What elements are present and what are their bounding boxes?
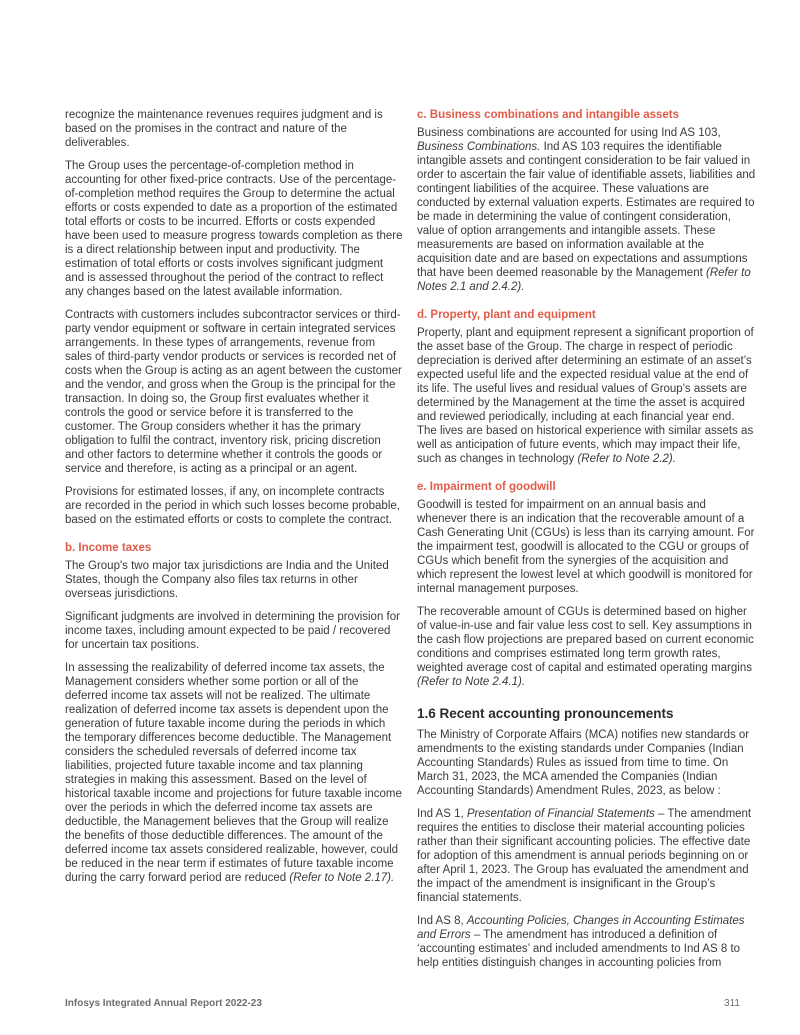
para-recoverable-amount-cgus: The recoverable amount of CGUs is determined based on higher of value-in-use and fair value less cost to sell. Key assumptions in the cash flow projections are prepared based on current economic conditions and comprises estimated long term growth rates, weighted average cost of capital and estimated operating margins (Refer to Note 2.4.1). xyxy=(417,606,754,688)
left-column xyxy=(65,108,403,894)
para-percentage-of-completion: The Group uses the percentage-of-completion method in accounting for other fixed-price contracts. Use of the percentage-of-completion method requires the Group to determine the actual efforts or costs expended to date as a proportion of the estimated total efforts or costs to be incurred. Efforts or costs expended have been used to measure progress towards completion as there is a direct relationship between input and productivity. The estimation of total efforts or costs involves significant judgment and is assessed throughout the period of the contract to reflect any changes based on the latest available information. xyxy=(65,160,403,298)
heading-impairment-of-goodwill: e. Impairment of goodwill xyxy=(417,481,556,493)
para-mca-notifies: The Ministry of Corporate Affairs (MCA) notifies new standards or amendments to the existing standards under Companies (Indian Accounting Standards) Rules as issued from time to time. On March 31, 2023, the MCA amended the Companies (Indian Accounting Standards) Amendment Rules, 2023, as below : xyxy=(417,729,750,797)
footer-page-number: 311 xyxy=(724,998,740,1009)
para-tax-jurisdictions: The Group's two major tax jurisdictions are India and the United States, though the Company also files tax returns in other overseas jurisdictions. xyxy=(65,560,389,600)
heading-income-taxes: b. Income taxes xyxy=(65,542,152,554)
right-column xyxy=(417,108,757,979)
section-title-recent-accounting-pronouncements: 1.6 Recent accounting pronouncements xyxy=(417,706,674,721)
para-significant-judgments: Significant judgments are involved in determining the provision for income taxes, including amount expected to be paid / recovered for uncertain tax positions. xyxy=(65,611,400,651)
para-deferred-income-tax: In assessing the realizability of deferred income tax assets, the Management considers whether some portion or all of the deferred income tax assets will not be realized. The ultimate realization of deferred income tax assets is dependent upon the generation of future taxable income during the periods in which the temporary differences become deductible. The Management considers the scheduled reversals of deferred income tax liabilities, projected future taxable income and tax planning strategies in making this assessment. Based on the level of historical taxable income and projections for future taxable income over the periods in which the deferred income tax assets are deductible, the Management believes that the Group will realize the benefits of those deductible differences. The amount of the deferred income tax assets considered realizable, however, could be reduced in the near term if estimates of future taxable income during the carry forward period are reduced (Refer to Note 2.17). xyxy=(65,662,402,884)
heading-property-plant-equipment: d. Property, plant and equipment xyxy=(417,309,596,321)
heading-business-combinations: c. Business combinations and intangible assets xyxy=(417,109,680,121)
para-ind-as-1: Ind AS 1, Presentation of Financial Statements – The amendment requires the entities to disclose their material accounting policies rather than their significant accounting policies. The effective date for adoption of this amendment is annual periods beginning on or after April 1, 2023. The Group has evaluated the amendment and the impact of the amendment is insignificant in the Group’s financial statements. xyxy=(417,808,752,904)
para-property-plant-equipment: Property, plant and equipment represent a significant proportion of the asset base of the Group. The charge in respect of periodic depreciation is derived after determining an estimate of an asset’s expected useful life and the expected residual value at the end of its life. The useful lives and residual values of Group's assets are determined by the Management at the time the asset is acquired and reviewed periodically, including at each financial year end. The lives are based on historical experience with similar assets as well as anticipation of future events, which may impact their life, such as changes in technology (Refer to Note 2.2). xyxy=(417,327,754,465)
para-ind-as-8: Ind AS 8, Accounting Policies, Changes in Accounting Estimates and Errors – The amendment has introduced a definition of ‘accounting estimates’ and included amendments to Ind AS 8 to help entities distinguish changes in accounting policies from xyxy=(417,915,745,969)
para-contracts-with-customers: Contracts with customers includes subcontractor services or third-party vendor equipment or software in certain integrated services arrangements. In these types of arrangements, revenue from sales of third-party vendor products or services is recorded net of costs when the Group is acting as an agent between the customer and the vendor, and gross when the Group is the principal for the transaction. In doing so, the Group first evaluates whether it controls the good or service before it is transferred to the customer. The Group considers whether it has the primary obligation to fulfil the contract, inventory risk, pricing discretion and other factors to determine whether it controls the goods or service and therefore, is acting as a principal or an agent. xyxy=(65,309,402,475)
para-business-combinations: Business combinations are accounted for using Ind AS 103, Business Combinations. Ind AS 103 requires the identifiable intangible assets and contingent consideration to be fair valued in order to ascertain the fair value of identifiable assets, liabilities and contingent liabilities of the acquiree. These valuations are conducted by external valuation experts. Estimates are required to be made in determining the value of contingent consideration, value of option arrangements and intangible assets. These measurements are based on information available at the acquisition date and are based on expectations and assumptions that have been deemed reasonable by the Management (Refer to Notes 2.1 and 2.4.2). xyxy=(417,127,756,293)
para-maintenance-revenues: recognize the maintenance revenues requires judgment and is based on the promises in the contract and nature of the deliverables. xyxy=(65,109,383,149)
para-provisions-estimated-losses: Provisions for estimated losses, if any, on incomplete contracts are recorded in the period in which such losses become probable, based on the estimated efforts or costs to complete the contract. xyxy=(65,486,400,526)
footer-report-title: Infosys Integrated Annual Report 2022-23 xyxy=(65,998,262,1009)
para-goodwill-impairment: Goodwill is tested for impairment on an annual basis and whenever there is an indication that the recoverable amount of a Cash Generating Unit (CGUs) is less than its carrying amount. For the impairment test, goodwill is allocated to the CGU or groups of CGUs which benefit from the synergies of the acquisition and which represent the lowest level at which goodwill is monitored for internal management purposes. xyxy=(417,499,755,595)
